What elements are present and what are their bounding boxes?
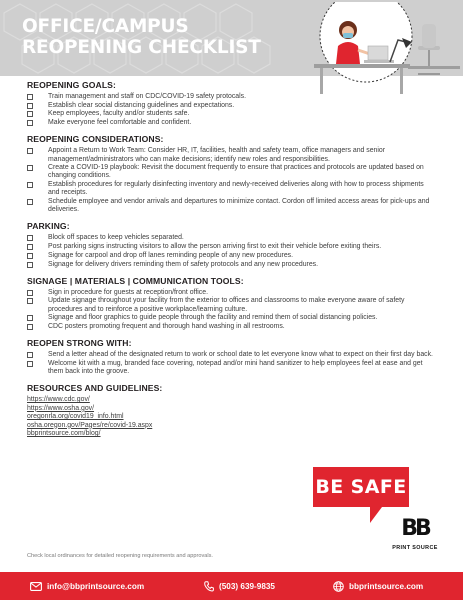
resource-link-osha-oregon[interactable]: osha.oregon.gov/Pages/re/covid-19.aspx	[27, 421, 153, 429]
title-line-2: REOPENING CHECKLIST	[22, 37, 261, 58]
envelope-icon	[30, 582, 42, 591]
item-text: Send a letter ahead of the designated return to work or school date to let everyone know what to expect on their first day back.	[48, 351, 433, 359]
checklist-item	[27, 181, 437, 197]
checkbox[interactable]	[27, 120, 33, 126]
item-text: Train management and staff on CDC/COVID-19 safety protocals.	[48, 93, 247, 100]
brand-logo	[392, 515, 438, 559]
checkbox[interactable]	[27, 262, 33, 268]
checklist-item	[27, 360, 437, 376]
item-text: Keep employees, faculty and/or students safe.	[48, 110, 190, 118]
checkbox[interactable]	[27, 111, 33, 117]
checkbox[interactable]	[27, 352, 33, 358]
checklist-body	[27, 80, 437, 438]
checkbox[interactable]	[27, 199, 33, 205]
reopen-strong-list	[27, 351, 437, 376]
resource-link-blog[interactable]: bbprintsource.com/blog/	[27, 430, 101, 437]
checkbox[interactable]	[27, 182, 33, 188]
item-text: CDC posters promoting frequent and thorough hand washing in all restrooms.	[48, 323, 285, 331]
resource-link-cdc[interactable]: https://www.cdc.gov/	[27, 396, 90, 404]
checklist-item	[27, 102, 437, 110]
checkbox[interactable]	[27, 253, 33, 259]
item-text: Create a COVID-19 playbook: Revisit the document frequently to ensure that practices and protocols are updated based on changing conditions.	[48, 164, 424, 180]
footer-email[interactable]	[30, 572, 144, 600]
brand-mark: BB	[401, 516, 429, 541]
item-text: Signage for carpool and drop off lanes reminding people of any new procedures.	[48, 251, 294, 259]
checkbox[interactable]	[27, 94, 33, 100]
checklist-item	[27, 252, 437, 260]
footer-phone[interactable]	[204, 572, 275, 600]
checkbox[interactable]	[27, 244, 33, 250]
checkbox[interactable]	[27, 361, 33, 367]
footnote: Check local ordinances for detailed reopening requirements and approvals.	[27, 553, 213, 559]
item-text: Welcome kit with a mug, branded face covering, notepad and/or mini hand sanitizer to help employees feel at ease and get them back into the groove.	[48, 359, 423, 376]
checklist-item	[27, 110, 437, 118]
checkbox[interactable]	[27, 315, 33, 321]
resource-link-oregonrla[interactable]: oregonrla.org/covid19_info.html	[27, 413, 124, 421]
signage-list	[27, 289, 437, 332]
checklist-item	[27, 351, 437, 359]
checkbox[interactable]	[27, 324, 33, 330]
checklist-item	[27, 323, 437, 331]
checkbox[interactable]	[27, 148, 33, 154]
checklist-item	[27, 198, 437, 214]
parking-list	[27, 234, 437, 268]
section-heading-parking: PARKING:	[27, 221, 70, 232]
badge-tail	[370, 507, 382, 523]
item-text: Post parking signs instructing visitors to allow the person arriving first to exit their vehicle before exiting theirs.	[48, 243, 382, 251]
globe-icon	[333, 581, 344, 592]
footer-website[interactable]	[333, 572, 423, 600]
item-text: Make everyone feel comfortable and confident.	[48, 119, 192, 127]
brand-name: PRINT SOURCE	[392, 545, 438, 551]
section-heading-goals: REOPENING GOALS:	[27, 80, 116, 90]
item-text: Signage for delivery drivers reminding them of safety protocols and any new procedures.	[48, 260, 319, 268]
checklist-item	[27, 234, 437, 242]
item-text: Establish clear social distancing guidelines and expectations.	[48, 101, 235, 109]
item-text: Establish procedures for regularly disinfecting inventory and newly-received deliveries along with how to process shipments and receipts.	[48, 181, 424, 197]
footer-website-text: bbprintsource.com	[349, 581, 424, 591]
goals-list	[27, 93, 437, 127]
footer-email-text: info@bbprintsource.com	[47, 581, 145, 591]
item-text: Schedule employee and vendor arrivals and departures to minimize contact. Cordon off limited access areas for pick-ups and deliveries.	[48, 198, 430, 214]
resource-link-osha[interactable]: https://www.osha.gov/	[27, 404, 95, 412]
checklist-item	[27, 261, 437, 269]
checklist-item	[27, 147, 437, 163]
checklist-item	[27, 289, 437, 297]
checklist-item	[27, 119, 437, 127]
phone-icon	[204, 581, 214, 592]
be-safe-label: BE SAFE	[315, 476, 407, 498]
footer-bar	[0, 572, 463, 600]
considerations-list	[27, 147, 437, 214]
page-title	[22, 16, 261, 58]
checklist-item	[27, 297, 437, 313]
footer-phone-text: (503) 639-9835	[219, 581, 275, 591]
item-text: Sign in procedure for guests at reception/front office.	[48, 288, 208, 296]
checklist-item	[27, 314, 437, 322]
checkbox[interactable]	[27, 103, 33, 109]
section-heading-signage: SIGNAGE | MATERIALS | COMMUNICATION TOOLS:	[27, 275, 244, 286]
checklist-item	[27, 93, 437, 101]
checkbox[interactable]	[27, 235, 33, 241]
checkbox[interactable]	[27, 298, 33, 304]
title-line-1: OFFICE/CAMPUS	[22, 16, 189, 37]
checklist-item	[27, 164, 437, 180]
item-text: Appoint a Return to Work Team: Consider HR, IT, facilities, health and safety team, office managers and senior management/administrators who can make decisions; identify new roles and responsibilities.	[48, 147, 386, 163]
section-heading-reopen-strong: REOPEN STRONG WITH:	[27, 338, 132, 349]
item-text: Signage and floor graphics to guide people through the facility and remind them of social distancing policies.	[48, 314, 378, 322]
section-heading-considerations: REOPENING CONSIDERATIONS:	[27, 134, 164, 145]
be-safe-badge	[313, 467, 409, 507]
item-text: Update signage throughout your facility from the exterior to offices and classrooms to make everyone aware of safety procedures and to reinforce a positive workplace/learning culture.	[48, 297, 405, 313]
checkbox[interactable]	[27, 290, 33, 296]
checklist-item	[27, 243, 437, 251]
section-heading-resources: RESOURCES AND GUIDELINES:	[27, 383, 163, 394]
checkbox[interactable]	[27, 165, 33, 171]
item-text: Block off spaces to keep vehicles separated.	[48, 234, 184, 242]
resource-links	[27, 396, 437, 438]
